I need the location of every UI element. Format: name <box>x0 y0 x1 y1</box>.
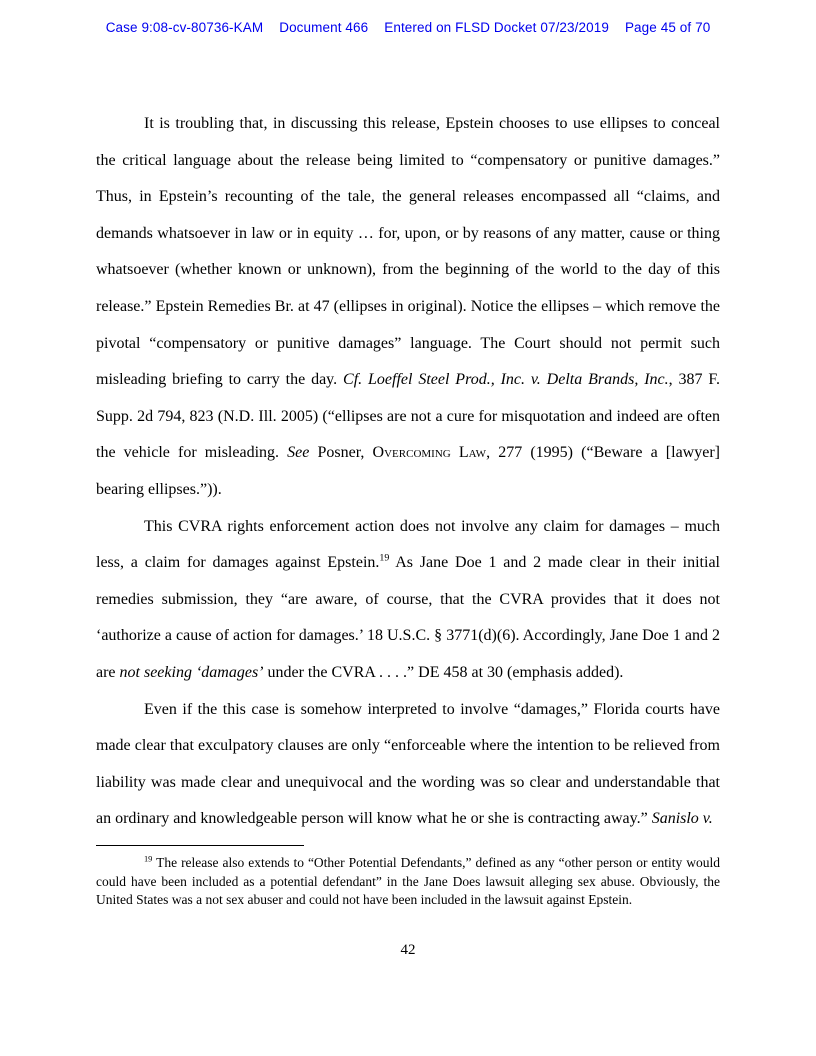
paragraph-1: It is troubling that, in discussing this release, Epstein chooses to use ellipses to conceal the critical language about the release being limited to “compensatory or punitive damages.” Thus, in Epstein’s recounting of the tale, the general releases encompassed all “claims, and demands whatsoever in law or in equity … for, upon, or by reasons of any matter, cause or thing whatsoever (whether known or unknown), from the beginning of the world to the day of this release.” Epstein Remedies Br. at 47 (ellipses in original). Notice the ellipses – which remove the pivotal “compensatory or punitive damages” language. The Court should not permit such misleading briefing to carry the day. Cf. Loeffel Steel Prod., Inc. v. Delta Brands, Inc., 387 F. Supp. 2d 794, 823 (N.D. Ill. 2005) (“ellipses are not a cure for misquotation and indeed are often the vehicle for misleading. See Posner, Overcoming Law, 277 (1995) (“Beware a [lawyer] bearing ellipses.”)). <box>96 115 720 498</box>
header-docket-entry: Entered on FLSD Docket 07/23/2019 <box>384 20 609 35</box>
page-number: 42 <box>400 942 416 958</box>
footnote-text: $^{19}$ The release also extends to “Other Potential Defendants,” defined as any “other person or entity would could have been included as a potential defendant” in the Jane Does lawsuit alleging sex abuse. Obviously, the United States was a not sex abuser and could not have been included in the lawsuit against Epstein. <box>96 854 720 908</box>
header-case-number: Case 9:08-cv-80736-KAM <box>105 20 264 35</box>
case-header <box>0 20 816 35</box>
footnote-separator <box>96 845 304 846</box>
header-page-count: Page 45 of 70 <box>624 20 711 35</box>
header-document-number: Document 466 <box>279 20 369 35</box>
paragraph-2: This CVRA rights enforcement action does not involve any claim for damages – much less, a claim for damages against Epstein.$^{19}$ As Jane Doe 1 and 2 made clear in their initial remedies submission, they “are aware, of course, that the CVRA provides that it does not ‘authorize a cause of action for damages.’ 18 U.S.C. § 3771(d)(6). Accordingly, Jane Doe 1 and 2 are not seeking ‘damages’ under the CVRA . . . .” DE 458 at 30 (emphasis added). <box>96 517 720 681</box>
paragraph-3: Even if the this case is somehow interpreted to involve “damages,” Florida courts have made clear that exculpatory clauses are only “enforceable where the intention to be relieved from liability was made clear and unequivocal and the wording was so clear and understandable that an ordinary and knowledgeable person will know what he or she is contracting away.” Sanislo v. <box>96 700 720 828</box>
document-body <box>96 106 720 838</box>
